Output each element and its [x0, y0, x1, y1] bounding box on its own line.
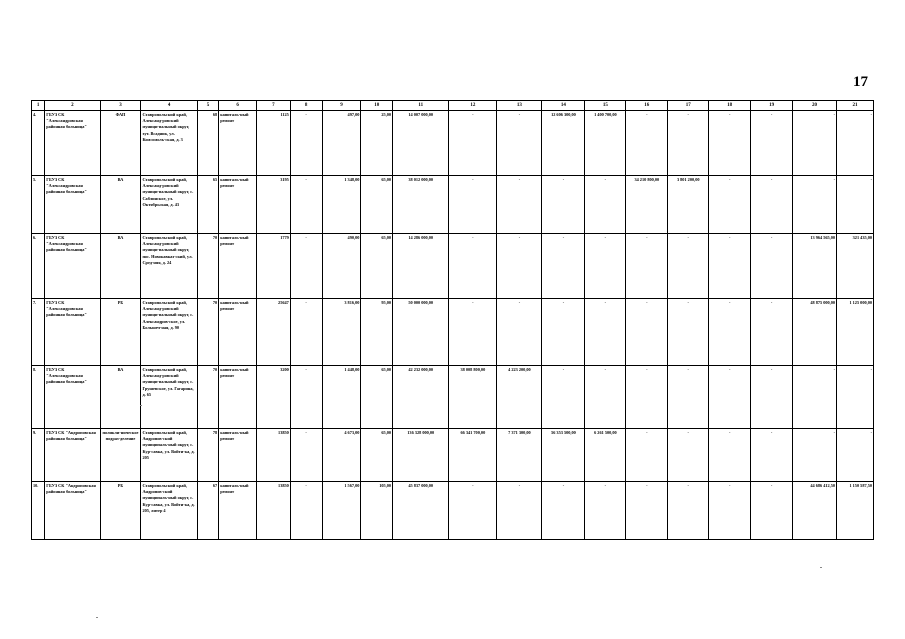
- table-cell: -: [497, 111, 542, 176]
- table-cell: Ставропольский край, Александ-ровский муници-пальный округ, с. Александров-ское, ул. Большеч-ная, д. 90: [141, 299, 197, 366]
- table-cell: 321 435,00: [837, 234, 874, 299]
- table-cell: -: [585, 176, 626, 234]
- table-cell: -: [626, 482, 668, 540]
- table-cell: ВА: [100, 176, 141, 234]
- table-cell: 3 816,00: [322, 299, 361, 366]
- table-cell: 6.: [32, 234, 45, 299]
- table-cell: -: [751, 482, 793, 540]
- header-cell: 2: [45, 101, 100, 111]
- table-cell: -: [497, 234, 542, 299]
- table-cell: 3 801 200,00: [668, 176, 709, 234]
- table-cell: капиталь-ный ремонт: [219, 299, 257, 366]
- table-cell: 25647: [257, 299, 291, 366]
- table-cell: ВА: [100, 234, 141, 299]
- table-cell: -: [585, 234, 626, 299]
- table-cell: 65,00: [361, 366, 393, 429]
- table-cell: 1 348,00: [322, 176, 361, 234]
- header-cell: 19: [751, 101, 793, 111]
- header-cell: 18: [709, 101, 751, 111]
- header-cell: 16: [626, 101, 668, 111]
- table-cell: -: [837, 176, 874, 234]
- table-cell: капиталь-ный ремонт: [219, 366, 257, 429]
- table-cell: -: [751, 111, 793, 176]
- table-cell: -: [497, 176, 542, 234]
- table-cell: 65,00: [361, 429, 393, 482]
- table-cell: 8.: [32, 366, 45, 429]
- table-cell: -: [837, 111, 874, 176]
- table-cell: -: [626, 111, 668, 176]
- table-cell: -: [290, 299, 322, 366]
- table-cell: -: [709, 299, 751, 366]
- scan-speck: [140, 405, 142, 406]
- header-cell: 21: [837, 101, 874, 111]
- header-cell: 6: [219, 101, 257, 111]
- table-cell: ГБУЗ СК "Александровская районная больница": [45, 234, 100, 299]
- table-cell: 65,00: [361, 234, 393, 299]
- table-cell: Ставропольский край, Александ-ровский муници-пальный округ, с. Саблинское, ул. Октябрьская, д. 43: [141, 176, 197, 234]
- table-cell: 45 837 000,00: [393, 482, 449, 540]
- table-cell: РБ: [100, 299, 141, 366]
- table-cell: 6 261 500,00: [585, 429, 626, 482]
- table-cell: ГБУЗ СК "Александровская районная больница": [45, 366, 100, 429]
- table-cell: 7 371 300,00: [497, 429, 542, 482]
- table-cell: 13850: [257, 482, 291, 540]
- table-cell: 25,00: [361, 111, 393, 176]
- table-cell: -: [709, 111, 751, 176]
- table-cell: -: [793, 111, 837, 176]
- table-cell: -: [290, 482, 322, 540]
- table-cell: -: [585, 482, 626, 540]
- table-cell: 1125: [257, 111, 291, 176]
- header-cell: 15: [585, 101, 626, 111]
- table-cell: -: [668, 366, 709, 429]
- table-cell: -: [668, 299, 709, 366]
- table-cell: 497,00: [322, 111, 361, 176]
- table-cell: 65,00: [361, 176, 393, 234]
- table-cell: -: [709, 366, 751, 429]
- table-cell: -: [626, 366, 668, 429]
- table-cell: 1 448,00: [322, 366, 361, 429]
- table-cell: 7.: [32, 299, 45, 366]
- table-cell: -: [837, 366, 874, 429]
- table-row: [32, 429, 874, 482]
- table-cell: -: [626, 234, 668, 299]
- table-row: [32, 366, 874, 429]
- table-cell: -: [751, 429, 793, 482]
- table-row: [32, 176, 874, 234]
- header-cell: 9: [322, 101, 361, 111]
- table-cell: -: [449, 299, 497, 366]
- table-cell: 1 125 000,00: [837, 299, 874, 366]
- header-cell: 14: [542, 101, 585, 111]
- header-cell: 8: [290, 101, 322, 111]
- header-cell: 12: [449, 101, 497, 111]
- table-cell: ГБУЗ СК "Андроповская районная больница": [45, 482, 100, 540]
- table-row: [32, 111, 874, 176]
- table-cell: 70: [197, 299, 218, 366]
- table-cell: 12 606 300,00: [542, 111, 585, 176]
- table-cell: -: [709, 234, 751, 299]
- table-cell: -: [449, 176, 497, 234]
- header-cell: 13: [497, 101, 542, 111]
- table-cell: 42 232 000,00: [393, 366, 449, 429]
- table-cell: 1779: [257, 234, 291, 299]
- header-cell: 4: [141, 101, 197, 111]
- table-row: [32, 482, 874, 540]
- table-cell: 38 012 000,00: [393, 176, 449, 234]
- table-cell: -: [751, 366, 793, 429]
- table-cell: -: [585, 366, 626, 429]
- table-cell: 5.: [32, 176, 45, 234]
- table-cell: 34 210 800,00: [626, 176, 668, 234]
- table-row: [32, 234, 874, 299]
- table-cell: 1 400 700,00: [585, 111, 626, 176]
- table-cell: -: [668, 111, 709, 176]
- table-cell: поликли-ническое подраз-деление: [100, 429, 141, 482]
- table-cell: Ставропольский край, Александ-ровский муници-пальный округ, с. Грушевское, ул. Гагарина, д. 65: [141, 366, 197, 429]
- table-cell: 13850: [257, 429, 291, 482]
- table-cell: 78: [197, 429, 218, 482]
- page-number: 17: [853, 74, 868, 90]
- table-cell: -: [709, 482, 751, 540]
- table-cell: капиталь-ный ремонт: [219, 482, 257, 540]
- table-cell: -: [290, 234, 322, 299]
- table-cell: 1 567,00: [322, 482, 361, 540]
- table-cell: РБ: [100, 482, 141, 540]
- table-cell: -: [290, 111, 322, 176]
- table-cell: -: [449, 111, 497, 176]
- table-cell: -: [290, 176, 322, 234]
- table-cell: -: [290, 366, 322, 429]
- table-cell: 14 007 000,00: [393, 111, 449, 176]
- header-row: [32, 101, 874, 111]
- table-cell: -: [668, 429, 709, 482]
- table-cell: ГБУЗ СК "Александровская районная больница": [45, 176, 100, 234]
- table-cell: капиталь-ный ремонт: [219, 429, 257, 482]
- table-cell: -: [542, 482, 585, 540]
- table-cell: -: [793, 176, 837, 234]
- table-cell: 10.: [32, 482, 45, 540]
- table-cell: -: [542, 299, 585, 366]
- table-cell: 4 223 200,00: [497, 366, 542, 429]
- table-cell: -: [497, 299, 542, 366]
- table-cell: 44 686 412,50: [793, 482, 837, 540]
- table-cell: -: [542, 366, 585, 429]
- table-cell: -: [709, 429, 751, 482]
- table-cell: 3200: [257, 366, 291, 429]
- table-cell: -: [837, 429, 874, 482]
- header-cell: 3: [100, 101, 141, 111]
- scan-speck: [96, 617, 98, 618]
- table-cell: 56 353 500,00: [542, 429, 585, 482]
- table-cell: 136 328 000,00: [393, 429, 449, 482]
- header-cell: 1: [32, 101, 45, 111]
- table-cell: -: [751, 234, 793, 299]
- table-cell: -: [751, 176, 793, 234]
- table-cell: ГБУЗ СК "Александровская районная больница": [45, 111, 100, 176]
- table-cell: 14 286 000,00: [393, 234, 449, 299]
- table-row: [32, 299, 874, 366]
- table-cell: 490,00: [322, 234, 361, 299]
- table-cell: 13 964 565,00: [793, 234, 837, 299]
- table-cell: -: [709, 176, 751, 234]
- table-cell: 9.: [32, 429, 45, 482]
- table-cell: -: [626, 429, 668, 482]
- table-cell: -: [585, 299, 626, 366]
- table-cell: 50 000 000,00: [393, 299, 449, 366]
- header-cell: 11: [393, 101, 449, 111]
- table-cell: -: [626, 299, 668, 366]
- data-table: [31, 100, 874, 540]
- table-cell: ВА: [100, 366, 141, 429]
- header-cell: 7: [257, 101, 291, 111]
- table-cell: Ставропольский край, Андропов-ский муниципаль-ный округ, с. Кур-савка, ул. Войти-ка, д. 205: [141, 429, 197, 482]
- table-cell: 95,00: [361, 299, 393, 366]
- table-cell: 48 875 000,00: [793, 299, 837, 366]
- table-cell: -: [449, 482, 497, 540]
- table-cell: 70: [197, 366, 218, 429]
- table-cell: 70: [197, 234, 218, 299]
- table-cell: 65: [197, 176, 218, 234]
- table-cell: ГБУЗ СК "Андроповская районная больница": [45, 429, 100, 482]
- table-cell: -: [497, 482, 542, 540]
- table-cell: капиталь-ный ремонт: [219, 176, 257, 234]
- table-cell: -: [290, 429, 322, 482]
- table-cell: -: [793, 366, 837, 429]
- table-cell: 105,00: [361, 482, 393, 540]
- table-cell: капиталь-ный ремонт: [219, 234, 257, 299]
- table-cell: -: [751, 299, 793, 366]
- table-cell: 3195: [257, 176, 291, 234]
- header-cell: 10: [361, 101, 393, 111]
- header-cell: 5: [197, 101, 218, 111]
- scan-speck: [820, 567, 822, 568]
- table-cell: 4.: [32, 111, 45, 176]
- table-cell: -: [668, 234, 709, 299]
- table-cell: капиталь-ный ремонт: [219, 111, 257, 176]
- table-cell: 4 673,00: [322, 429, 361, 482]
- table-cell: -: [542, 234, 585, 299]
- table-cell: 67: [197, 482, 218, 540]
- table-cell: Ставропольский край, Андропов-ский муниципаль-ный округ, с. Кур-савка, ул. Войти-ка, д. 205, литер 4: [141, 482, 197, 540]
- table-cell: 68: [197, 111, 218, 176]
- table-cell: -: [668, 482, 709, 540]
- table-cell: 38 008 800,00: [449, 366, 497, 429]
- table-cell: ФАП: [100, 111, 141, 176]
- table-cell: 1 150 587,50: [837, 482, 874, 540]
- header-cell: 20: [793, 101, 837, 111]
- table-cell: -: [793, 429, 837, 482]
- table-cell: ГБУЗ СК "Александровская районная больница": [45, 299, 100, 366]
- header-cell: 17: [668, 101, 709, 111]
- table-cell: -: [542, 176, 585, 234]
- table-cell: -: [449, 234, 497, 299]
- table-cell: Ставропольский край, Александ-ровский муници-пальный округ, хут. Всадник, ул. Комсомоль-ская, д. 3: [141, 111, 197, 176]
- table-cell: 66 341 700,00: [449, 429, 497, 482]
- table-cell: Ставропольский край, Александ-ровский муници-пальный округ, пос. Новокавказ-ский, ул. Сред-няя, д. 24: [141, 234, 197, 299]
